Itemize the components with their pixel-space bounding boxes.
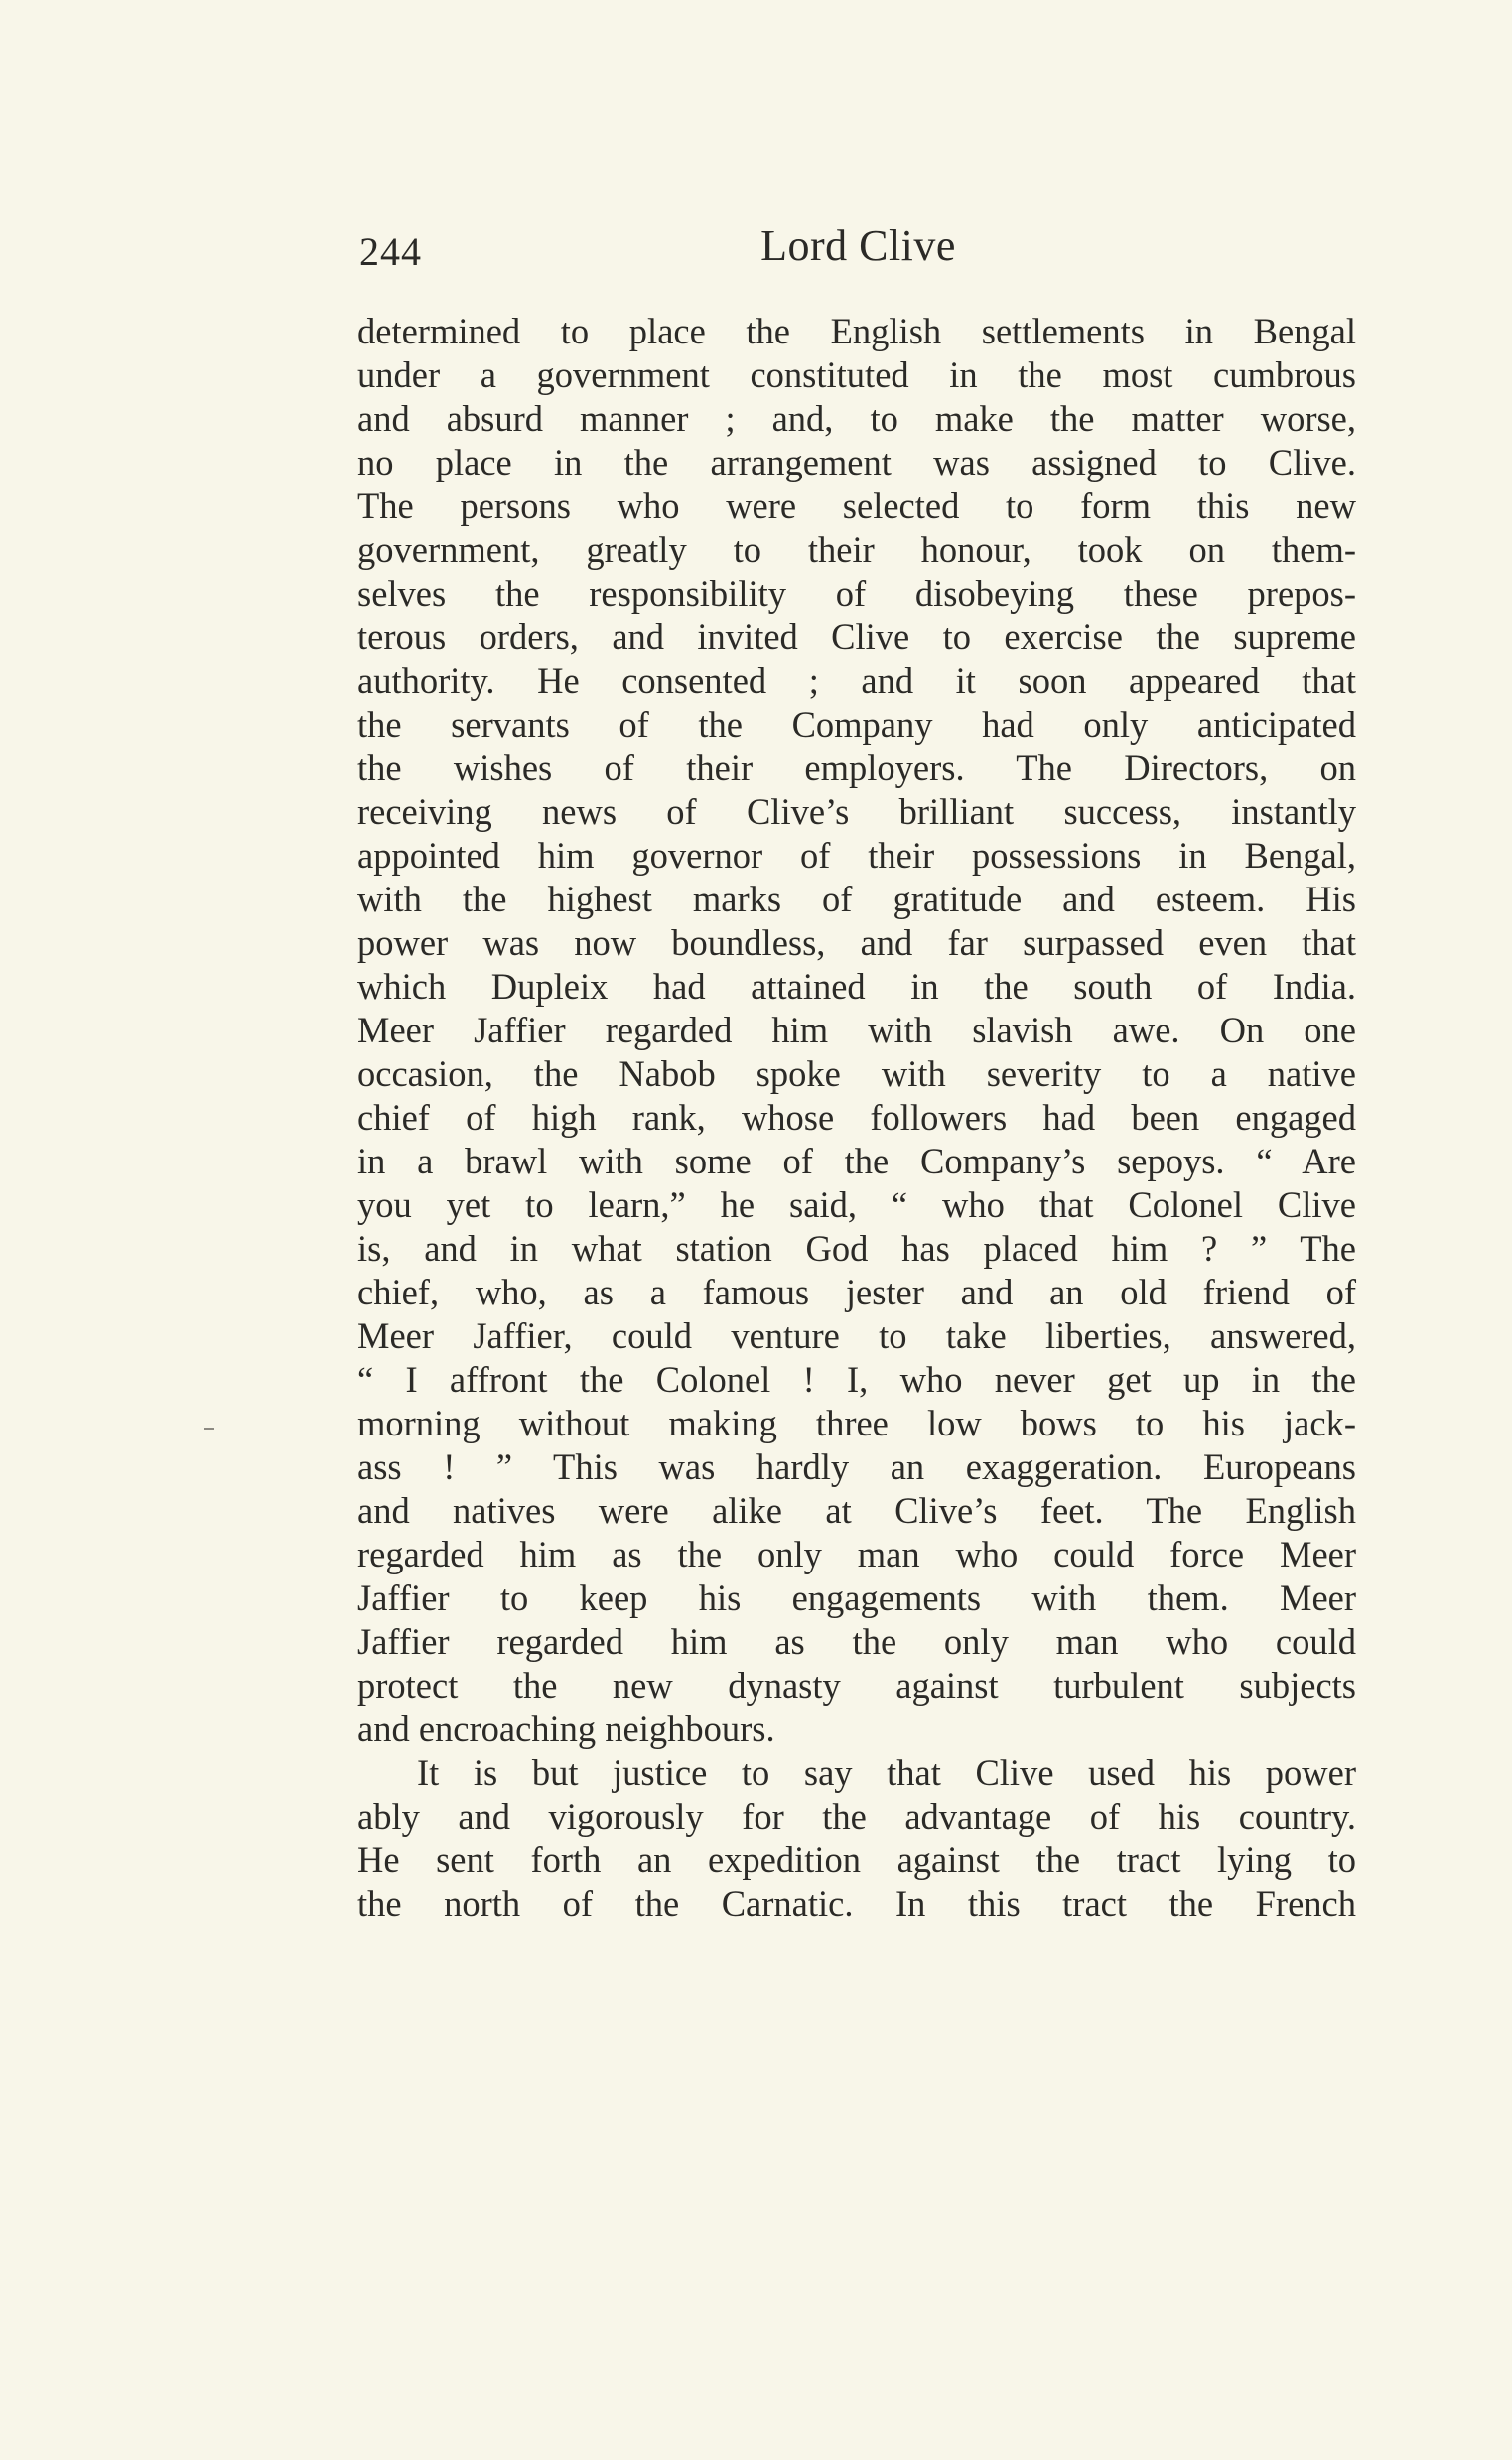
text-line: Meer Jaffier, could venture to take liberties, answered,	[357, 1315, 1356, 1356]
text-line: the servants of the Company had only anticipated	[357, 704, 1356, 745]
text-line: the wishes of their employers. The Directors, on	[357, 748, 1356, 788]
text-line: protect the new dynasty against turbulent subjects	[357, 1665, 1356, 1706]
text-line: with the highest marks of gratitude and esteem. His	[357, 879, 1356, 919]
text-line: which Dupleix had attained in the south of India.	[357, 966, 1356, 1007]
text-line: “ I affront the Colonel ! I, who never get up in the	[357, 1359, 1356, 1400]
text-line: receiving news of Clive’s brilliant success, instantly	[357, 791, 1356, 832]
text-line: and absurd manner ; and, to make the matter worse,	[357, 398, 1356, 439]
text-line: morning without making three low bows to his jack-	[357, 1403, 1356, 1443]
page-number: 244	[359, 229, 422, 274]
text-line: appointed him governor of their possessions in Bengal,	[357, 835, 1356, 876]
text-line: chief, who, as a famous jester and an old friend of	[357, 1272, 1356, 1312]
text-line: power was now boundless, and far surpassed even that	[357, 922, 1356, 963]
paragraph-2	[357, 1751, 1356, 1926]
text-line: Meer Jaffier regarded him with slavish awe. On one	[357, 1010, 1356, 1050]
text-line: selves the responsibility of disobeying these prepos-	[357, 573, 1356, 614]
text-line: chief of high rank, whose followers had been engaged	[357, 1097, 1356, 1138]
text-line: occasion, the Nabob spoke with severity to a native	[357, 1053, 1356, 1094]
text-line: government, greatly to their honour, took on them-	[357, 529, 1356, 570]
text-line: ass ! ” This was hardly an exaggeration. Europeans	[357, 1446, 1356, 1487]
text-line: It is but justice to say that Clive used his power	[417, 1752, 1356, 1793]
text-line: and natives were alike at Clive’s feet. The English	[357, 1490, 1356, 1531]
page-header	[359, 216, 1357, 286]
text-line: authority. He consented ; and it soon appeared that	[357, 660, 1356, 701]
paragraph-1	[357, 310, 1356, 1751]
margin-mark	[204, 1428, 214, 1430]
body-text	[357, 310, 1356, 1926]
text-line: ably and vigorously for the advantage of his country.	[357, 1796, 1356, 1837]
text-line: The persons who were selected to form this new	[357, 485, 1356, 526]
text-line: He sent forth an expedition against the tract lying to	[357, 1840, 1356, 1880]
text-line: the north of the Carnatic. In this tract the French	[357, 1883, 1356, 1924]
text-line: determined to place the English settlements in Bengal	[357, 311, 1356, 351]
text-line: and encroaching neighbours.	[357, 1708, 775, 1749]
running-title: Lord Clive	[760, 221, 956, 270]
text-line: under a government constituted in the most cumbrous	[357, 354, 1356, 395]
text-line: Jaffier to keep his engagements with them. Meer	[357, 1577, 1356, 1618]
text-line: is, and in what station God has placed him ? ” The	[357, 1228, 1356, 1269]
text-line: no place in the arrangement was assigned to Clive.	[357, 442, 1356, 482]
text-line: regarded him as the only man who could force Meer	[357, 1534, 1356, 1574]
text-line: you yet to learn,” he said, “ who that Colonel Clive	[357, 1184, 1356, 1225]
text-line: terous orders, and invited Clive to exercise the supreme	[357, 616, 1356, 657]
text-line: in a brawl with some of the Company’s sepoys. “ Are	[357, 1141, 1356, 1181]
text-line: Jaffier regarded him as the only man who could	[357, 1621, 1356, 1662]
